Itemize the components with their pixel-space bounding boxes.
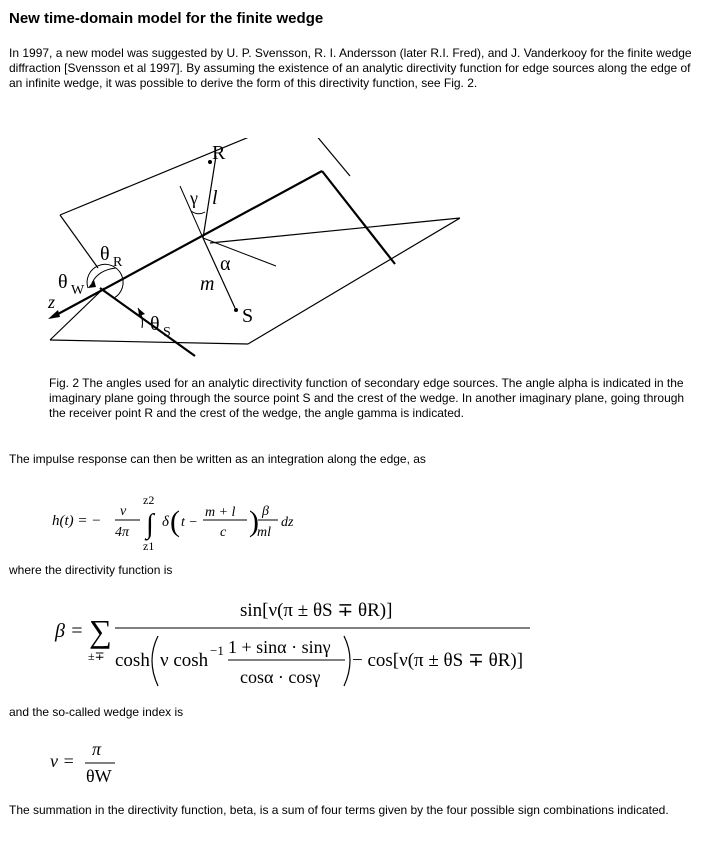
eq2-numerator: sin[ν(π ± θS ∓ θR)] [240,600,393,621]
wedge-face [322,171,395,264]
eq2-sigma: ∑ [89,613,112,649]
eq1-four-pi: 4π [115,525,130,540]
plane-edge [248,218,460,344]
label-l: l [212,187,218,209]
label-gamma: γ [190,188,198,208]
label-s: S [242,305,254,327]
eq2-cosh: cosh [115,650,150,671]
eq1-lower: z1 [143,539,155,553]
eq3-den: θW [86,766,112,786]
eq1-dz: dz [281,515,294,530]
label-theta-r-sub: R [113,255,123,270]
source-point [234,308,238,312]
paren-left [152,636,158,686]
integral-sign: ∫ [146,509,154,540]
eq1-beta: β [262,504,269,519]
wedge-index-paragraph: and the so-called wedge index is [9,705,184,719]
eq1-lhs: h(t) = − [52,513,102,529]
eq2-lhs: β = [55,620,84,642]
wedge-index-equation [0,735,140,790]
directivity-paragraph: where the directivity function is [9,563,173,577]
eq1-ml: ml [257,525,271,540]
label-r: R [212,142,226,164]
wedge-figure [40,138,460,368]
directivity-equation [0,590,560,695]
plane-edge [50,340,248,344]
paren-left: ( [170,505,180,538]
eq2-tail: − cos[ν(π ± θS ∓ θR)] [352,650,524,671]
eq1-upper: z2 [143,493,155,507]
label-theta-r: θ [100,243,110,265]
eq1-delta: δ [162,514,169,530]
theta-r-arc [92,268,116,283]
theta-r-arrowhead [88,280,96,288]
theta-s-arrowhead [138,308,145,316]
plane-edge [210,218,460,243]
figure-caption: Fig. 2 The angles used for an analytic directivity function of secondary edge sources. The angle alpha is indicated in the imaginary plane going through the source point S and the crest of the wedge. In another imaginary plane, going through the receiver point R and the crest of the wedge, the angle gamma is indicated. [49,376,685,420]
summation-paragraph: The summation in the directivity function, beta, is a sum of four terms given by the four possible sign combinations indicated. [9,803,669,817]
gamma-arc [191,211,205,214]
eq2-sum-sub: ±∓ [88,649,105,663]
paren-right [344,636,350,686]
label-m: m [200,273,215,295]
impulse-paragraph: The impulse response can then be written as an integration along the edge, as [9,452,426,466]
label-theta-s: θ [150,313,160,335]
label-alpha: α [220,253,231,275]
eq2-nucosh: ν cosh [160,650,209,671]
eq1-c: c [220,525,227,540]
eq3-num: π [92,739,102,759]
eq1-t: t − [181,515,198,530]
eq1-nu: ν [120,504,127,519]
plane-edge [300,138,350,176]
impulse-equation [0,490,320,558]
plane-edge [60,215,98,268]
eq2-inner-den: cosα · cosγ [240,667,321,687]
paren-right: ) [249,505,259,538]
label-theta-w: θ [58,271,68,293]
eq2-inner-num: 1 + sinα · sinγ [228,637,331,657]
eq3-lhs: ν = [50,751,75,771]
label-z: z [48,292,56,312]
label-theta-s-sub: S [163,325,171,340]
page-title: New time-domain model for the finite wedge [9,10,324,27]
eq2-inv: −1 [210,643,224,658]
eq1-m-plus-l: m + l [205,505,236,520]
intro-paragraph: In 1997, a new model was suggested by U. P. Svensson, R. I. Andersson (later R.I. Fred), and J. Vanderkooy for the finite wedge diffraction [Svensson et al 1997]. By assuming the existence of an analytic directivity function for edge sources along the edge of an infinite wedge, it was possible to derive the form of this directivity function, see Fig. 2. [9,46,692,90]
label-theta-w-sub: W [71,283,85,298]
